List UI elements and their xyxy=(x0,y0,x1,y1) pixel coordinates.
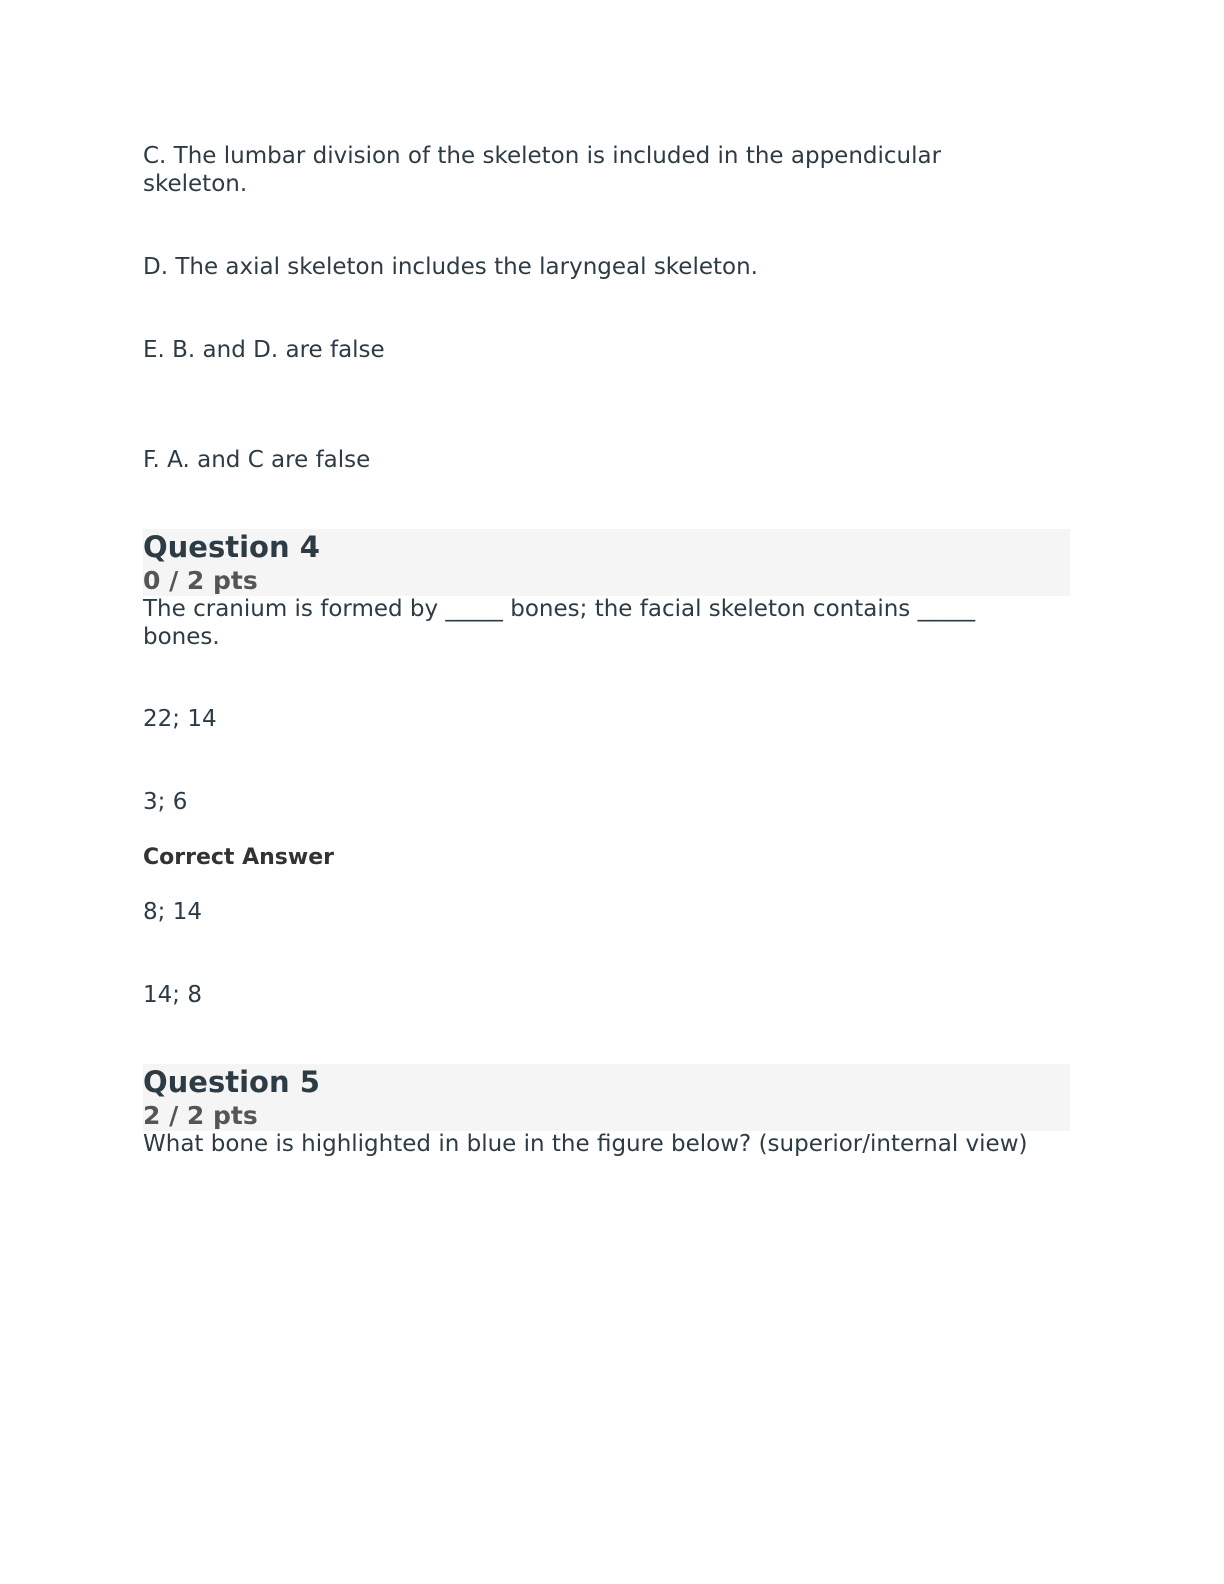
question-5-header xyxy=(143,1064,1070,1131)
question-4-prompt-line1: The cranium is formed by _____ bones; the facial skeleton contains _____ xyxy=(143,596,976,622)
question-5-points: 2 / 2 pts xyxy=(143,1101,258,1130)
question-5-title: Question 5 xyxy=(143,1065,320,1099)
option-d: D. The axial skeleton includes the laryngeal skeleton. xyxy=(143,254,758,280)
question-4-prompt-line2: bones. xyxy=(143,624,220,650)
option-c-line2: skeleton. xyxy=(143,171,248,197)
question-4-answer-4: 14; 8 xyxy=(143,982,202,1008)
correct-answer-label: Correct Answer xyxy=(143,845,334,870)
question-4-header xyxy=(143,529,1070,596)
question-5-prompt: What bone is highlighted in blue in the figure below? (superior/internal view) xyxy=(143,1131,1028,1157)
question-4-points: 0 / 2 pts xyxy=(143,566,258,595)
question-4-answer-2: 3; 6 xyxy=(143,789,188,815)
question-4-answer-3: 8; 14 xyxy=(143,899,202,925)
option-e: E. B. and D. are false xyxy=(143,337,385,363)
question-4-answer-1: 22; 14 xyxy=(143,706,217,732)
option-c-line1: C. The lumbar division of the skeleton is included in the appendicular xyxy=(143,143,942,169)
question-4-title: Question 4 xyxy=(143,530,320,564)
option-f: F. A. and C are false xyxy=(143,447,371,473)
